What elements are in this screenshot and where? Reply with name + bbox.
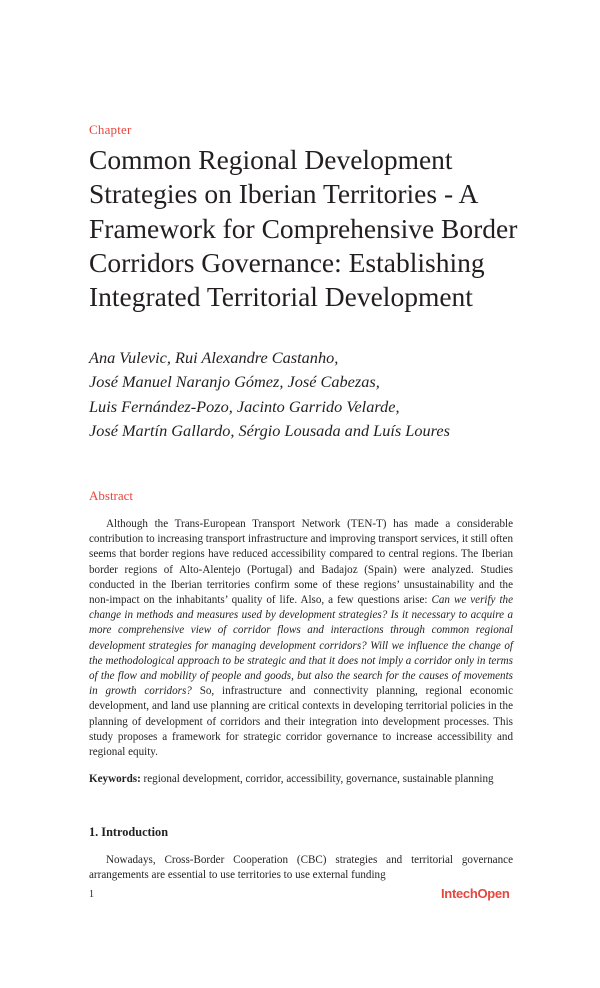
keywords — [89, 772, 513, 787]
publisher-logo: IntechOpen — [441, 886, 510, 901]
abstract-text — [89, 517, 513, 760]
abstract-questions: Can we verify the change in methods and measures used by development strategies? Is it necessary to acquire a more comprehensive view of corridor flows and interactions through common regional development strategies for managing development corridors? Will we influence the change of the methodological approach to be strategic and that it does not imply a corridor only in terms of the flow and mobility of people and goods, but also the search for the causes of movements in growth corridors? — [89, 594, 513, 698]
paper-title: Common Regional Development Strategies on Iberian Territories - A Framework for Comprehensive Border Corridors Governance: Establishing Integrated Territorial Development — [89, 144, 518, 313]
abstract-text-part: Although the Trans-European Transport Network (TEN-T) has made a considerable contribution to increasing transport infrastructure and improving transport services, it still often seems that border regions have reduced accessibility compared to central regions. The Iberian border regions of Alto-Alentejo (Portugal) and Badajoz (Spain) were analyzed. Studies conducted in the Iberian territories confirm some of these regions’ unsustainability and the non-impact on the inhabitants’ quality of life. Also, a few questions arise: — [89, 518, 513, 607]
abstract-heading: Abstract — [89, 488, 134, 503]
page-number: 1 — [89, 889, 94, 900]
abstract-text-part: So, infrastructure and connectivity planning, regional economic development, and land use planning are critical contexts in developing territorial policies in the planning of development of corridors and their integration into development processes. This study proposes a framework for strategic corridor governance to increase accessibility and regional equity. — [89, 685, 514, 759]
author-list — [89, 346, 529, 444]
author-line: José Manuel Naranjo Gómez, José Cabezas, — [89, 372, 380, 392]
chapter-label: Chapter — [89, 122, 132, 137]
section-heading-introduction: 1. Introduction — [89, 825, 169, 839]
keywords-label: Keywords: — [89, 773, 141, 785]
keywords-text: regional development, corridor, accessibility, governance, sustainable planning — [140, 773, 494, 785]
introduction-text: Nowadays, Cross-Border Cooperation (CBC) strategies and territorial governance arrangements are essential to use territories to use external funding — [89, 854, 513, 882]
author-line: Ana Vulevic, Rui Alexandre Castanho, — [89, 348, 339, 367]
author-line: Luis Fernández-Pozo, Jacinto Garrido Velarde, — [89, 396, 400, 416]
author-line: José Martín Gallardo, Sérgio Lousada and Luís Loures — [89, 421, 450, 441]
